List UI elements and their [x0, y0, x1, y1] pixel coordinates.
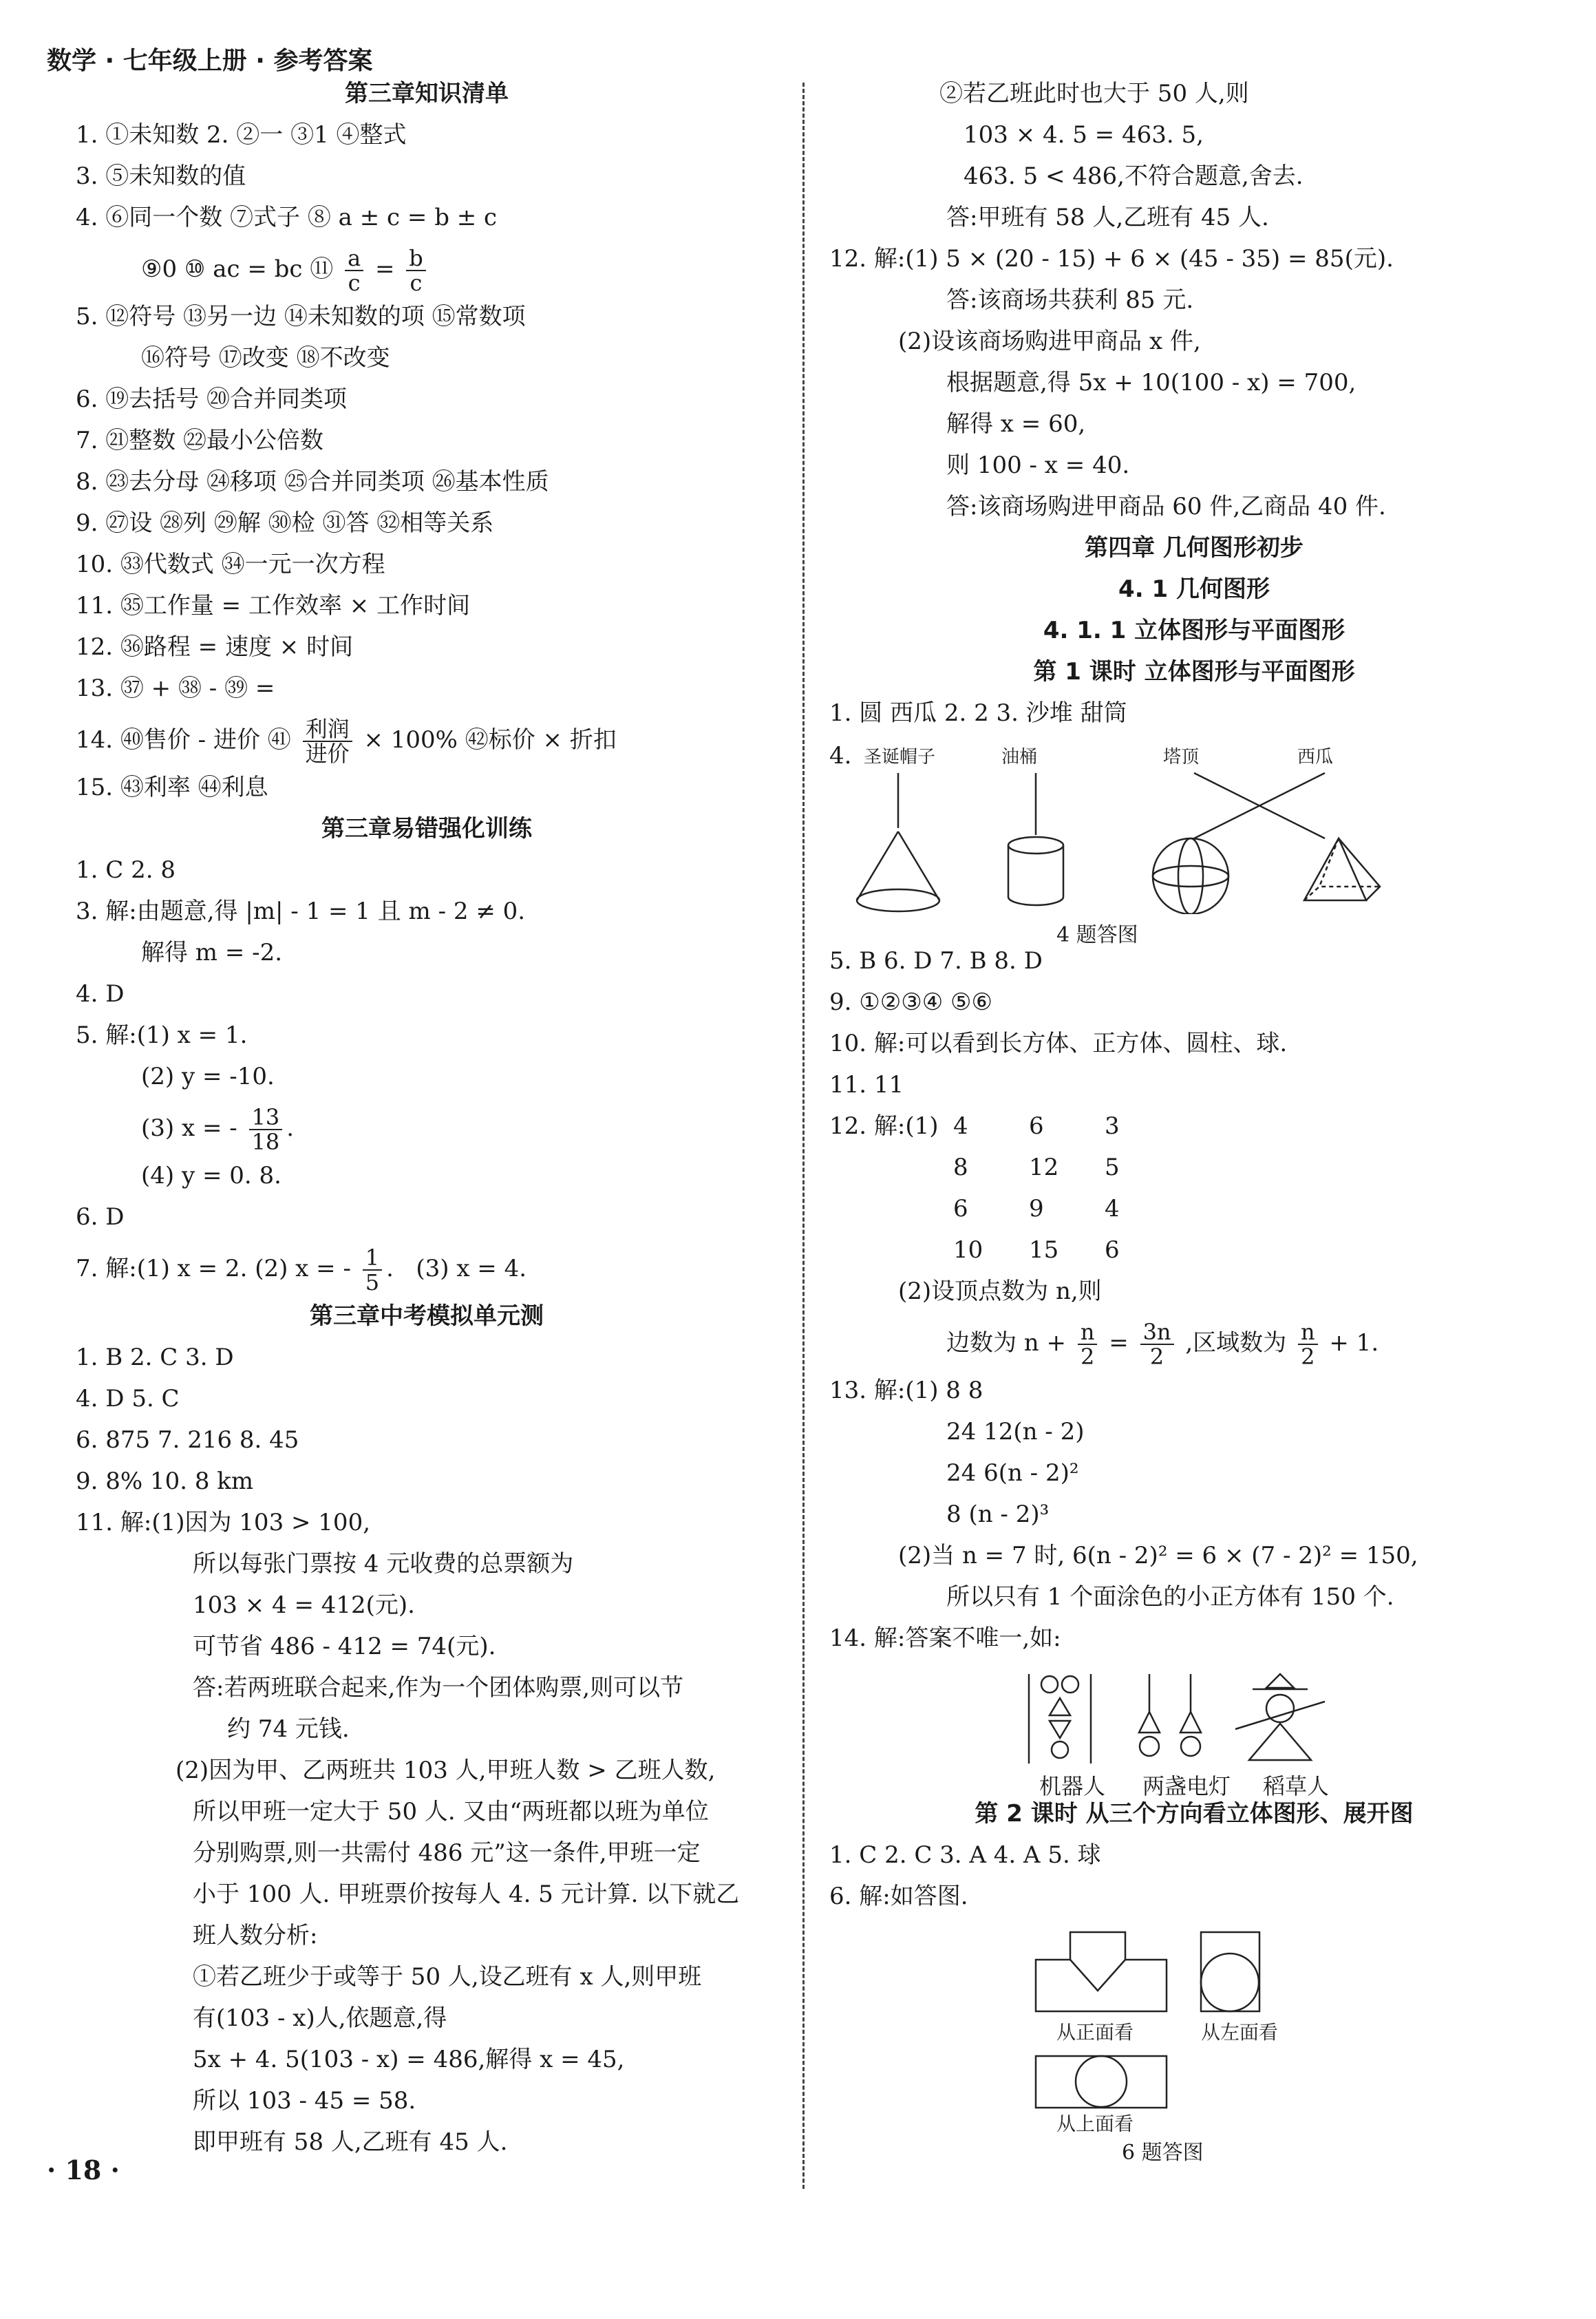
fraction: [303, 717, 352, 765]
figure-caption: 6 题答图: [1122, 2141, 1204, 2165]
table-cell: 4: [1105, 1195, 1120, 1222]
answer-text: ,区域数为: [1185, 1329, 1287, 1357]
solids-matching-diagram: [829, 742, 1518, 914]
label-left-view: 从左面看: [1201, 2021, 1279, 2044]
equals: =: [374, 255, 395, 283]
answer-line: 小于 100 人. 甲班票价按每人 4. 5 元计算. 以下就乙: [193, 1881, 740, 1908]
lesson-title: 第 2 课时 从三个方向看立体图形、展开图: [975, 1800, 1414, 1828]
answer-line: (4) y = 0. 8.: [141, 1162, 281, 1189]
answer-text: 12. 解:(1): [829, 1112, 939, 1140]
label-oil-barrel: 油桶: [1001, 747, 1038, 767]
answer-line: 1. ①未知数 2. ②一 ③1 ④整式: [76, 121, 407, 149]
answer-line: 6. D: [76, 1203, 125, 1231]
answer-line: 14. 解:答案不唯一,如:: [829, 1624, 1061, 1652]
answer-line: (2)设该商场购进甲商品 x 件,: [898, 328, 1201, 355]
answer-line: 463. 5 < 486,不符合题意,舍去.: [964, 162, 1304, 190]
label-christmas-hat: 圣诞帽子: [864, 747, 936, 767]
table-cell: 9: [1029, 1195, 1044, 1222]
label-robot: 机器人: [1039, 1773, 1106, 1799]
fraction: [1078, 1320, 1098, 1368]
figure-14: [829, 1667, 1559, 1801]
section-title: 第三章知识清单: [345, 80, 509, 107]
answer-line: 10. 解:可以看到长方体、正方体、圆柱、球.: [829, 1030, 1288, 1057]
answer-line: [829, 1320, 1559, 1378]
denominator: c: [409, 270, 423, 296]
table-cell: 3: [1105, 1112, 1120, 1140]
answer-line: 103 × 4 = 412(元).: [193, 1591, 415, 1619]
table-cell: 6: [1105, 1236, 1120, 1264]
answer-line: [76, 717, 778, 775]
answer-line: [829, 1196, 1559, 1238]
answer-line: 3. ⑤未知数的值: [76, 162, 246, 190]
numerator: 利润: [303, 717, 352, 742]
answer-line: (2)因为甲、乙两班共 103 人,甲班人数 > 乙班人数,: [175, 1757, 716, 1784]
figure-caption: 4 题答图: [1056, 923, 1138, 947]
answer-text: (3) x = -: [141, 1114, 237, 1142]
left-column: [76, 81, 778, 2171]
three-views-diagram: [1029, 1925, 1373, 2132]
answer-line: 约 74 元钱.: [227, 1715, 350, 1743]
figure-4: [829, 742, 1559, 949]
answer-line: 24 6(n - 2)²: [946, 1459, 1079, 1487]
denominator: 2: [1149, 1344, 1164, 1370]
answer-line: 解得 x = 60,: [946, 410, 1086, 438]
answer-line: 12. 解:(1) 5 × (20 - 15) + 6 × (45 - 35) = 85(元).: [829, 245, 1394, 273]
column-divider: [802, 83, 805, 2189]
answer-line: 10. ㉝代数式 ㉞一元一次方程: [76, 551, 385, 578]
answer-line: 有(103 - x)人,依题意,得: [193, 2004, 447, 2032]
answer-line: 解得 m = -2.: [141, 939, 283, 966]
answer-line: ②若乙班此时也大于 50 人,则: [939, 80, 1249, 107]
denominator: 18: [251, 1129, 280, 1155]
answer-line: 24 12(n - 2): [946, 1418, 1085, 1446]
lesson-title: 第 1 课时 立体图形与平面图形: [1033, 658, 1355, 686]
answer-line: (2)设顶点数为 n,则: [898, 1278, 1102, 1305]
denominator: 2: [1080, 1344, 1095, 1370]
label-front-view: 从正面看: [1056, 2021, 1134, 2044]
section-title: 4. 1 几何图形: [1118, 575, 1270, 603]
numerator: n: [1298, 1320, 1318, 1345]
answer-line: 9. ㉗设 ㉘列 ㉙解 ㉚检 ㉛答 ㉜相等关系: [76, 509, 494, 537]
answer-text: × 100% ㊷标价 × 折扣: [363, 726, 617, 754]
table-cell: 12: [1029, 1154, 1059, 1181]
answer-text: 4.: [829, 742, 852, 770]
page-header: 数学 · 七年级上册 · 参考答案: [47, 47, 373, 75]
table-cell: 5: [1105, 1154, 1120, 1181]
label-tower-top: 塔顶: [1163, 747, 1200, 767]
answer-line: 答:该商场共获利 85 元.: [946, 286, 1194, 314]
answer-line: 答:若两班联合起来,作为一个团体购票,则可以节: [193, 1674, 684, 1702]
answer-line: 13. ㊲ + ㊳ - ㊴ =: [76, 675, 275, 702]
answer-text: ⑨0 ⑩ ac = bc ⑪: [141, 255, 334, 283]
answer-line: 1. 圆 西瓜 2. 2 3. 沙堆 甜筒: [829, 699, 1127, 727]
table-cell: 4: [953, 1112, 968, 1140]
subsection-title: 4. 1. 1 立体图形与平面图形: [1043, 617, 1345, 644]
answer-line: 5. ⑫符号 ⑬另一边 ⑭未知数的项 ⑮常数项: [76, 303, 526, 330]
label-scarecrow: 稻草人: [1263, 1773, 1330, 1799]
answer-line: 所以每张门票按 4 元收费的总票额为: [193, 1550, 574, 1578]
answer-line: 分别购票,则一共需付 486 元”这一条件,甲班一定: [193, 1839, 701, 1867]
answer-line: 所以只有 1 个面涂色的小正方体有 150 个.: [946, 1583, 1394, 1611]
answer-text: + 1.: [1329, 1329, 1379, 1357]
denominator: 2: [1301, 1344, 1315, 1370]
fraction: [345, 246, 363, 295]
equals: =: [1109, 1329, 1129, 1357]
answer-line: 11. ㉟工作量 = 工作效率 × 工作时间: [76, 592, 471, 620]
table-cell: 15: [1029, 1236, 1059, 1264]
answer-line: 5. B 6. D 7. B 8. D: [829, 947, 1043, 975]
answer-line: 4. ⑥同一个数 ⑦式子 ⑧ a ± c = b ± c: [76, 204, 498, 231]
answer-line: 8. ㉓去分母 ㉔移项 ㉕合并同类项 ㉖基本性质: [76, 468, 549, 496]
table-cell: 6: [953, 1195, 968, 1222]
answer-line: 即甲班有 58 人,乙班有 45 人.: [193, 2128, 508, 2156]
answer-line: 1. B 2. C 3. D: [76, 1344, 234, 1371]
answer-line: 答:甲班有 58 人,乙班有 45 人.: [946, 204, 1269, 231]
fraction: [363, 1246, 382, 1294]
answer-line: [76, 246, 778, 304]
chapter-title: 第四章 几何图形初步: [1085, 534, 1304, 562]
figure-6: [829, 1925, 1559, 2187]
answer-line: [829, 1238, 1559, 1279]
answer-line: 6. 875 7. 216 8. 45: [76, 1426, 299, 1454]
label-top-view: 从上面看: [1056, 2112, 1134, 2132]
answer-line: 9. ①②③④ ⑤⑥: [829, 988, 992, 1016]
numerator: 3n: [1140, 1320, 1174, 1345]
numerator: 1: [363, 1246, 382, 1271]
answer-line: 则 100 - x = 40.: [946, 452, 1130, 479]
fraction: [249, 1105, 283, 1154]
answer-line: 所以 103 - 45 = 58.: [193, 2087, 416, 2115]
denominator: c: [348, 270, 361, 296]
answer-line: 7. 解:(1) x = 2. (2) x = - $\frac{1}{5}$ . (3) x = 4.: [76, 1245, 527, 1295]
label-two-lamps: 两盏电灯: [1142, 1773, 1231, 1799]
answer-text: 边数为 n +: [946, 1329, 1067, 1357]
table-cell: 6: [1029, 1112, 1044, 1140]
numerator: 13: [249, 1105, 283, 1130]
answer-line: 班人数分析:: [193, 1922, 318, 1949]
answer-line: 4. D 5. C: [76, 1385, 180, 1412]
answer-line: 1. C 2. 8: [76, 856, 175, 884]
answer-line: 15. ㊸利率 ㊹利息: [76, 774, 268, 801]
numerator: n: [1078, 1320, 1098, 1345]
answer-line: 所以甲班一定大于 50 人. 又由“两班都以班为单位: [193, 1798, 709, 1825]
answer-line: 5x + 4. 5(103 - x) = 486,解得 x = 45,: [193, 2046, 625, 2073]
section-title: 第三章易错强化训练: [321, 815, 532, 843]
answer-line: [829, 1155, 1559, 1196]
section-title: 第三章中考模拟单元测: [310, 1302, 544, 1330]
page-number: · 18 ·: [47, 2154, 120, 2185]
answer-line: 6. ⑲去括号 ⑳合并同类项: [76, 385, 348, 413]
answer-line: 3. 解:由题意,得 |m| - 1 = 1 且 m - 2 ≠ 0.: [76, 898, 526, 925]
answer-line: 12. ㊱路程 = 速度 × 时间: [76, 633, 354, 661]
answer-line: 6. 解:如答图.: [829, 1883, 968, 1910]
answer-line: (2) y = -10.: [141, 1063, 275, 1090]
answer-text: (3) x = 4.: [416, 1255, 527, 1282]
fraction: [406, 246, 425, 295]
answer-line: 5. 解:(1) x = 1.: [76, 1021, 248, 1049]
answer-line: ⑯符号 ⑰改变 ⑱不改变: [141, 344, 390, 372]
answer-line: (2)当 n = 7 时, 6(n - 2)² = 6 × (7 - 2)² = 150,: [898, 1542, 1418, 1569]
table-cell: 8: [953, 1154, 968, 1181]
answer-line: 4. D: [76, 980, 125, 1008]
answer-line: (3) x = - $\frac{13}{18}$ .: [141, 1104, 295, 1155]
fraction: [1140, 1320, 1174, 1368]
answer-line: ①若乙班少于或等于 50 人,设乙班有 x 人,则甲班: [193, 1963, 702, 1991]
answer-line: 可节省 486 - 412 = 74(元).: [193, 1633, 496, 1660]
answer-line: 根据题意,得 5x + 10(100 - x) = 700,: [946, 369, 1356, 396]
numerator: a: [345, 246, 363, 271]
answer-text: 7. 解:(1) x = 2. (2) x = -: [76, 1255, 351, 1282]
answer-line: 8 (n - 2)³: [946, 1501, 1050, 1528]
answer-line: 11. 解:(1)因为 103 > 100,: [76, 1509, 371, 1536]
denominator: 进价: [305, 741, 350, 767]
label-watermelon: 西瓜: [1297, 747, 1334, 767]
answer-line: 1. C 2. C 3. A 4. A 5. 球: [829, 1841, 1101, 1869]
answer-line: 13. 解:(1) 8 8: [829, 1377, 983, 1404]
answer-line: 答:该商场购进甲商品 60 件,乙商品 40 件.: [946, 493, 1386, 520]
answer-line: 9. 8% 10. 8 km: [76, 1468, 254, 1495]
table-cell: 10: [953, 1236, 983, 1264]
numerator: b: [406, 246, 425, 271]
answer-line: 7. ㉑整数 ㉒最小公倍数: [76, 427, 324, 454]
answer-text: 14. ㊵售价 - 进价 ㊶: [76, 726, 291, 754]
answer-line: 103 × 4. 5 = 463. 5,: [964, 121, 1204, 149]
fraction: [1298, 1320, 1318, 1368]
answer-line: [829, 1114, 1559, 1155]
right-column: [829, 81, 1559, 2187]
answer-line: 11. 11: [829, 1071, 904, 1099]
shape-figures-diagram: [1015, 1667, 1497, 1767]
denominator: 5: [365, 1269, 380, 1295]
